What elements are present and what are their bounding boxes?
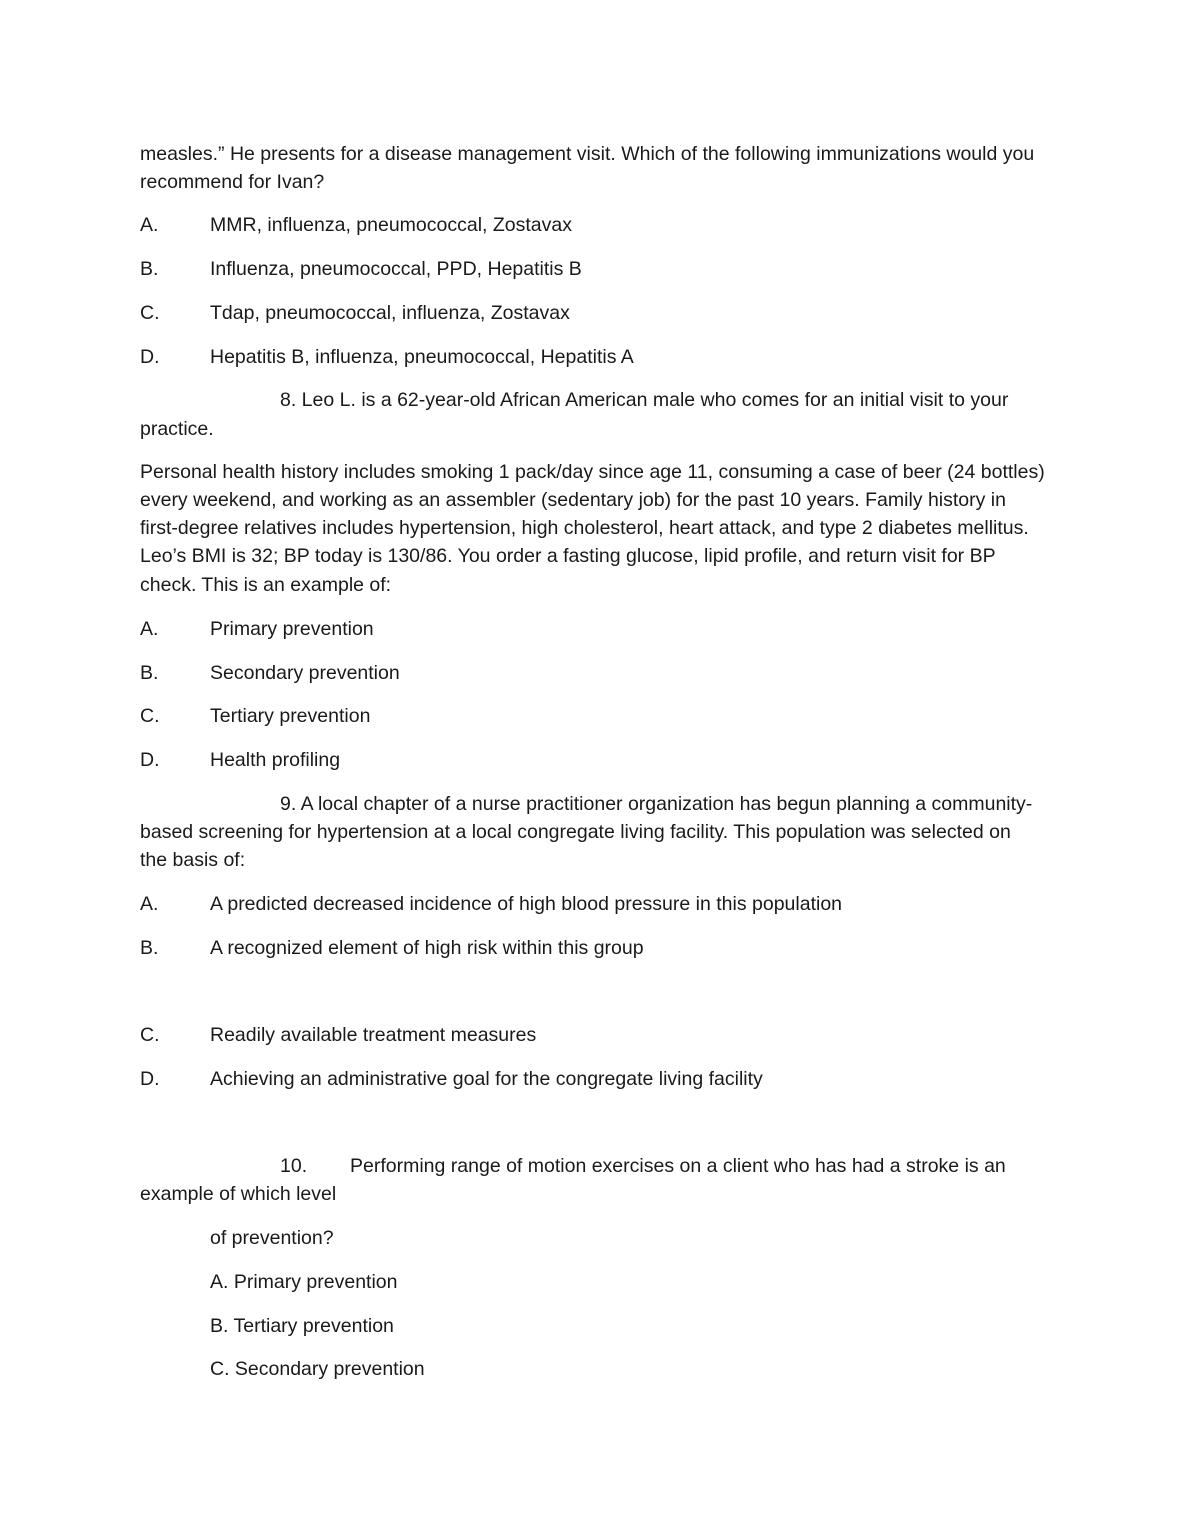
q8-option-c-letter: C. — [140, 705, 160, 727]
q7-option-a-text: MMR, influenza, pneumococcal, Zostavax — [210, 214, 572, 236]
q9-option-a-text: A predicted decreased incidence of high blood pressure in this population — [210, 893, 843, 915]
q7-option-c-letter: C. — [140, 302, 160, 324]
q9-stem-line-1: 9. A local chapter of a nurse practitioner organization has begun planning a community- — [280, 793, 1033, 815]
q10-stem-line-1: Performing range of motion exercises on a client who has had a stroke is an — [350, 1155, 1006, 1177]
q8-option-a-letter: A. — [140, 618, 159, 640]
q9-stem-line-2: based screening for hypertension at a local congregate living facility. This population was selected on — [140, 821, 1011, 843]
q8-history-line-5: check. This is an example of: — [140, 574, 392, 596]
q8-intro-line-2: practice. — [140, 418, 214, 440]
q9-option-a-letter: A. — [140, 893, 159, 915]
q10-stem-line-2: example of which level — [140, 1183, 337, 1205]
q10-option-c: C. Secondary prevention — [210, 1358, 425, 1380]
q7-option-c-text: Tdap, pneumococcal, influenza, Zostavax — [210, 302, 570, 324]
q7-option-d-text: Hepatitis B, influenza, pneumococcal, Hepatitis A — [210, 346, 634, 368]
q9-option-d-text: Achieving an administrative goal for the congregate living facility — [210, 1068, 763, 1090]
q8-history-line-2: every weekend, and working as an assembler (sedentary job) for the past 10 years. Family history in — [140, 489, 1006, 511]
q7-option-d-letter: D. — [140, 346, 160, 368]
q8-option-c-text: Tertiary prevention — [210, 705, 371, 727]
q9-option-c-letter: C. — [140, 1024, 160, 1046]
q8-option-d-letter: D. — [140, 749, 160, 771]
q7-stem-line-2: recommend for Ivan? — [140, 171, 325, 193]
q8-intro-line-1: 8. Leo L. is a 62-year-old African American male who comes for an initial visit to your — [280, 389, 1009, 411]
q8-history-line-1: Personal health history includes smoking 1 pack/day since age 11, consuming a case of beer (24 bottles) — [140, 461, 1045, 483]
q9-option-d-letter: D. — [140, 1068, 160, 1090]
q8-option-d-text: Health profiling — [210, 749, 341, 771]
q8-option-b-letter: B. — [140, 662, 159, 684]
q7-stem-line-1: measles.” He presents for a disease management visit. Which of the following immunizations would you — [140, 143, 1035, 165]
q10-number: 10. — [280, 1155, 308, 1177]
q8-history-line-4: Leo’s BMI is 32; BP today is 130/86. You order a fasting glucose, lipid profile, and return visit for BP — [140, 545, 996, 567]
q8-history-line-3: first-degree relatives includes hypertension, high cholesterol, heart attack, and type 2 diabetes mellitus. — [140, 517, 1029, 539]
q10-option-a: A. Primary prevention — [210, 1271, 398, 1293]
q7-option-a-letter: A. — [140, 214, 159, 236]
q8-option-b-text: Secondary prevention — [210, 662, 400, 684]
q9-option-c-text: Readily available treatment measures — [210, 1024, 537, 1046]
q10-option-b: B. Tertiary prevention — [210, 1315, 394, 1337]
q9-option-b-letter: B. — [140, 937, 159, 959]
q9-option-b-text: A recognized element of high risk within this group — [210, 937, 644, 959]
q9-stem-line-3: the basis of: — [140, 849, 246, 871]
q8-option-a-text: Primary prevention — [210, 618, 374, 640]
q7-option-b-letter: B. — [140, 258, 159, 280]
q7-option-b-text: Influenza, pneumococcal, PPD, Hepatitis B — [210, 258, 582, 280]
q10-stem-line-3: of prevention? — [210, 1227, 334, 1249]
